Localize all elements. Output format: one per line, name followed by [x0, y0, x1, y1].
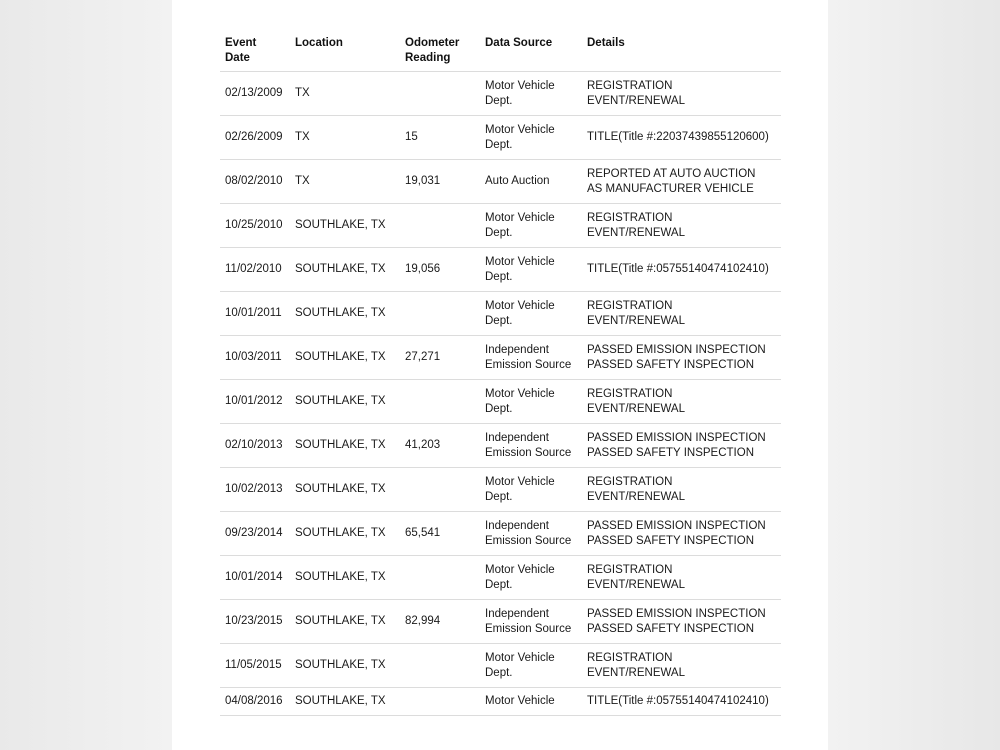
data-source-cell — [480, 116, 582, 160]
location-cell — [290, 644, 400, 688]
data-source-line: Dept. — [485, 314, 513, 327]
location-text: SOUTHLAKE, TX — [295, 615, 386, 627]
data-source-line: Independent — [485, 343, 549, 356]
data-source-cell — [480, 204, 582, 248]
location-text: SOUTHLAKE, TX — [295, 219, 386, 231]
data-source-cell — [480, 380, 582, 424]
table-row — [220, 204, 781, 248]
data-source-line: Dept. — [485, 578, 513, 591]
data-source-line: Dept. — [485, 138, 513, 151]
location-cell — [290, 248, 400, 292]
odometer-text: 65,541 — [405, 527, 441, 539]
data-source-cell — [480, 72, 582, 116]
odometer-cell — [400, 556, 480, 600]
event-date-text: 10/01/2012 — [225, 395, 283, 407]
data-source-cell — [480, 512, 582, 556]
event-date-text: 10/01/2014 — [225, 571, 283, 583]
details-cell — [582, 380, 781, 424]
details-line: TITLE(Title #:05755140474102410) — [587, 263, 769, 275]
location-text: SOUTHLAKE, TX — [295, 351, 386, 363]
location-text: SOUTHLAKE, TX — [295, 439, 386, 451]
event-date-cell — [220, 160, 290, 204]
event-date-cell — [220, 644, 290, 688]
event-date-text: 10/01/2011 — [225, 307, 282, 319]
data-source-cell — [480, 688, 582, 716]
data-source-cell — [480, 248, 582, 292]
details-cell — [582, 248, 781, 292]
event-date-text: 10/23/2015 — [225, 615, 283, 627]
data-source-line: Dept. — [485, 490, 513, 503]
details-line: PASSED EMISSION INSPECTION — [587, 607, 766, 620]
header-event-date-line: Date — [225, 52, 250, 64]
event-date-cell — [220, 72, 290, 116]
details-cell — [582, 116, 781, 160]
data-source-line: Dept. — [485, 270, 513, 283]
odometer-cell — [400, 336, 480, 380]
data-source-cell — [480, 424, 582, 468]
details-line: PASSED SAFETY INSPECTION — [587, 622, 755, 635]
data-source-line: Auto Auction — [485, 175, 550, 187]
header-data-source-label: Data Source — [485, 37, 553, 49]
data-source-line: Motor Vehicle — [485, 123, 555, 136]
location-cell — [290, 556, 400, 600]
details-line: EVENT/RENEWAL — [587, 314, 685, 327]
details-cell — [582, 556, 781, 600]
header-location-label: Location — [295, 37, 343, 49]
data-source-line: Independent — [485, 431, 549, 444]
data-source-line: Dept. — [485, 402, 513, 415]
table-row — [220, 72, 781, 116]
event-date-cell — [220, 248, 290, 292]
header-event-date — [220, 30, 290, 72]
location-text: SOUTHLAKE, TX — [295, 483, 386, 495]
event-date-text: 11/05/2015 — [225, 659, 282, 671]
event-date-cell — [220, 688, 290, 716]
location-cell — [290, 72, 400, 116]
data-source-cell — [480, 336, 582, 380]
table-body — [220, 72, 781, 716]
location-cell — [290, 292, 400, 336]
odometer-text: 19,031 — [405, 175, 441, 187]
event-date-text: 02/26/2009 — [225, 131, 283, 143]
location-text: SOUTHLAKE, TX — [295, 263, 386, 275]
data-source-cell — [480, 292, 582, 336]
data-source-line: Motor Vehicle — [485, 299, 555, 312]
location-cell — [290, 468, 400, 512]
odometer-cell — [400, 600, 480, 644]
location-text: TX — [295, 175, 310, 187]
document-page — [172, 0, 828, 750]
event-date-cell — [220, 556, 290, 600]
event-date-text: 04/08/2016 — [225, 695, 283, 707]
details-cell — [582, 512, 781, 556]
details-line: PASSED SAFETY INSPECTION — [587, 446, 755, 459]
header-details-label: Details — [587, 37, 625, 49]
odometer-text: 27,271 — [405, 351, 441, 363]
details-cell — [582, 644, 781, 688]
odometer-cell — [400, 512, 480, 556]
data-source-line: Emission Source — [485, 446, 572, 459]
details-line: PASSED EMISSION INSPECTION — [587, 343, 766, 356]
odometer-cell — [400, 688, 480, 716]
data-source-line: Motor Vehicle — [485, 79, 555, 92]
event-date-text: 10/03/2011 — [225, 351, 282, 363]
event-date-cell — [220, 336, 290, 380]
event-date-text: 02/10/2013 — [225, 439, 283, 451]
header-odometer — [400, 30, 480, 72]
data-source-line: Independent — [485, 519, 549, 532]
location-text: SOUTHLAKE, TX — [295, 659, 386, 671]
data-source-line: Motor Vehicle — [485, 563, 555, 576]
location-cell — [290, 204, 400, 248]
vehicle-history-table — [220, 30, 781, 716]
table-row — [220, 248, 781, 292]
left-margin — [0, 0, 172, 750]
header-odometer-line: Odometer — [405, 37, 460, 49]
details-cell — [582, 336, 781, 380]
header-data-source — [480, 30, 582, 72]
details-line: PASSED EMISSION INSPECTION — [587, 519, 766, 532]
data-source-line: Dept. — [485, 226, 513, 239]
data-source-cell — [480, 644, 582, 688]
odometer-cell — [400, 468, 480, 512]
odometer-cell — [400, 160, 480, 204]
details-line: EVENT/RENEWAL — [587, 666, 685, 679]
table-header — [220, 30, 781, 72]
location-text: SOUTHLAKE, TX — [295, 527, 386, 539]
details-line: REGISTRATION — [587, 299, 673, 312]
details-line: REGISTRATION — [587, 563, 673, 576]
data-source-line: Dept. — [485, 94, 513, 107]
details-line: PASSED SAFETY INSPECTION — [587, 358, 755, 371]
event-date-text: 10/02/2013 — [225, 483, 283, 495]
details-line: REGISTRATION — [587, 387, 673, 400]
location-text: SOUTHLAKE, TX — [295, 695, 386, 707]
location-cell — [290, 116, 400, 160]
location-text: TX — [295, 87, 310, 99]
table-row — [220, 292, 781, 336]
header-location — [290, 30, 400, 72]
details-line: REGISTRATION — [587, 79, 673, 92]
odometer-cell — [400, 424, 480, 468]
details-line: PASSED EMISSION INSPECTION — [587, 431, 766, 444]
location-text: SOUTHLAKE, TX — [295, 395, 386, 407]
location-cell — [290, 160, 400, 204]
location-cell — [290, 688, 400, 716]
event-date-cell — [220, 424, 290, 468]
header-row — [220, 30, 781, 72]
details-cell — [582, 424, 781, 468]
data-source-line: Emission Source — [485, 622, 572, 635]
table-row — [220, 600, 781, 644]
details-line: EVENT/RENEWAL — [587, 490, 685, 503]
location-cell — [290, 424, 400, 468]
odometer-cell — [400, 644, 480, 688]
event-date-text: 11/02/2010 — [225, 263, 282, 275]
details-cell — [582, 468, 781, 512]
details-line: TITLE(Title #:22037439855120600) — [587, 131, 769, 143]
odometer-cell — [400, 72, 480, 116]
details-line: TITLE(Title #:05755140474102410) — [587, 695, 769, 707]
odometer-cell — [400, 248, 480, 292]
data-source-line: Motor Vehicle — [485, 475, 555, 488]
data-source-cell — [480, 160, 582, 204]
event-date-cell — [220, 380, 290, 424]
data-source-line: Motor Vehicle — [485, 695, 555, 707]
location-text: SOUTHLAKE, TX — [295, 571, 386, 583]
table-row — [220, 644, 781, 688]
event-date-cell — [220, 116, 290, 160]
location-cell — [290, 512, 400, 556]
event-date-text: 02/13/2009 — [225, 87, 283, 99]
data-source-line: Motor Vehicle — [485, 211, 555, 224]
location-text: TX — [295, 131, 310, 143]
event-date-cell — [220, 292, 290, 336]
data-source-line: Emission Source — [485, 534, 572, 547]
event-date-text: 09/23/2014 — [225, 527, 283, 539]
event-date-cell — [220, 512, 290, 556]
details-line: EVENT/RENEWAL — [587, 226, 685, 239]
header-event-date-line: Event — [225, 37, 257, 49]
details-cell — [582, 600, 781, 644]
odometer-text: 19,056 — [405, 263, 441, 275]
details-cell — [582, 204, 781, 248]
event-date-cell — [220, 204, 290, 248]
details-line: EVENT/RENEWAL — [587, 94, 685, 107]
data-source-cell — [480, 556, 582, 600]
details-cell — [582, 292, 781, 336]
details-line: REGISTRATION — [587, 651, 673, 664]
odometer-cell — [400, 116, 480, 160]
data-source-cell — [480, 468, 582, 512]
table-row — [220, 512, 781, 556]
odometer-cell — [400, 292, 480, 336]
table-row — [220, 556, 781, 600]
event-date-cell — [220, 468, 290, 512]
odometer-text: 82,994 — [405, 615, 441, 627]
details-line: REGISTRATION — [587, 475, 673, 488]
event-date-cell — [220, 600, 290, 644]
odometer-cell — [400, 380, 480, 424]
table-row — [220, 424, 781, 468]
data-source-line: Motor Vehicle — [485, 387, 555, 400]
table-row — [220, 160, 781, 204]
details-line: EVENT/RENEWAL — [587, 402, 685, 415]
data-source-cell — [480, 600, 582, 644]
details-line: PASSED SAFETY INSPECTION — [587, 534, 755, 547]
location-text: SOUTHLAKE, TX — [295, 307, 386, 319]
location-cell — [290, 380, 400, 424]
odometer-cell — [400, 204, 480, 248]
details-line: AS MANUFACTURER VEHICLE — [587, 182, 754, 195]
table-row — [220, 336, 781, 380]
data-source-line: Independent — [485, 607, 549, 620]
data-source-line: Motor Vehicle — [485, 255, 555, 268]
odometer-text: 41,203 — [405, 439, 441, 451]
data-source-line: Motor Vehicle — [485, 651, 555, 664]
details-line: REPORTED AT AUTO AUCTION — [587, 167, 756, 180]
right-margin — [828, 0, 1000, 750]
location-cell — [290, 600, 400, 644]
details-cell — [582, 688, 781, 716]
table-row — [220, 468, 781, 512]
details-cell — [582, 72, 781, 116]
header-details — [582, 30, 781, 72]
odometer-text: 15 — [405, 131, 418, 143]
details-cell — [582, 160, 781, 204]
event-date-text: 08/02/2010 — [225, 175, 283, 187]
details-line: REGISTRATION — [587, 211, 673, 224]
table-row — [220, 688, 781, 716]
table-row — [220, 116, 781, 160]
event-date-text: 10/25/2010 — [225, 219, 283, 231]
header-odometer-line: Reading — [405, 52, 451, 64]
data-source-line: Emission Source — [485, 358, 572, 371]
details-line: EVENT/RENEWAL — [587, 578, 685, 591]
location-cell — [290, 336, 400, 380]
table-row — [220, 380, 781, 424]
data-source-line: Dept. — [485, 666, 513, 679]
